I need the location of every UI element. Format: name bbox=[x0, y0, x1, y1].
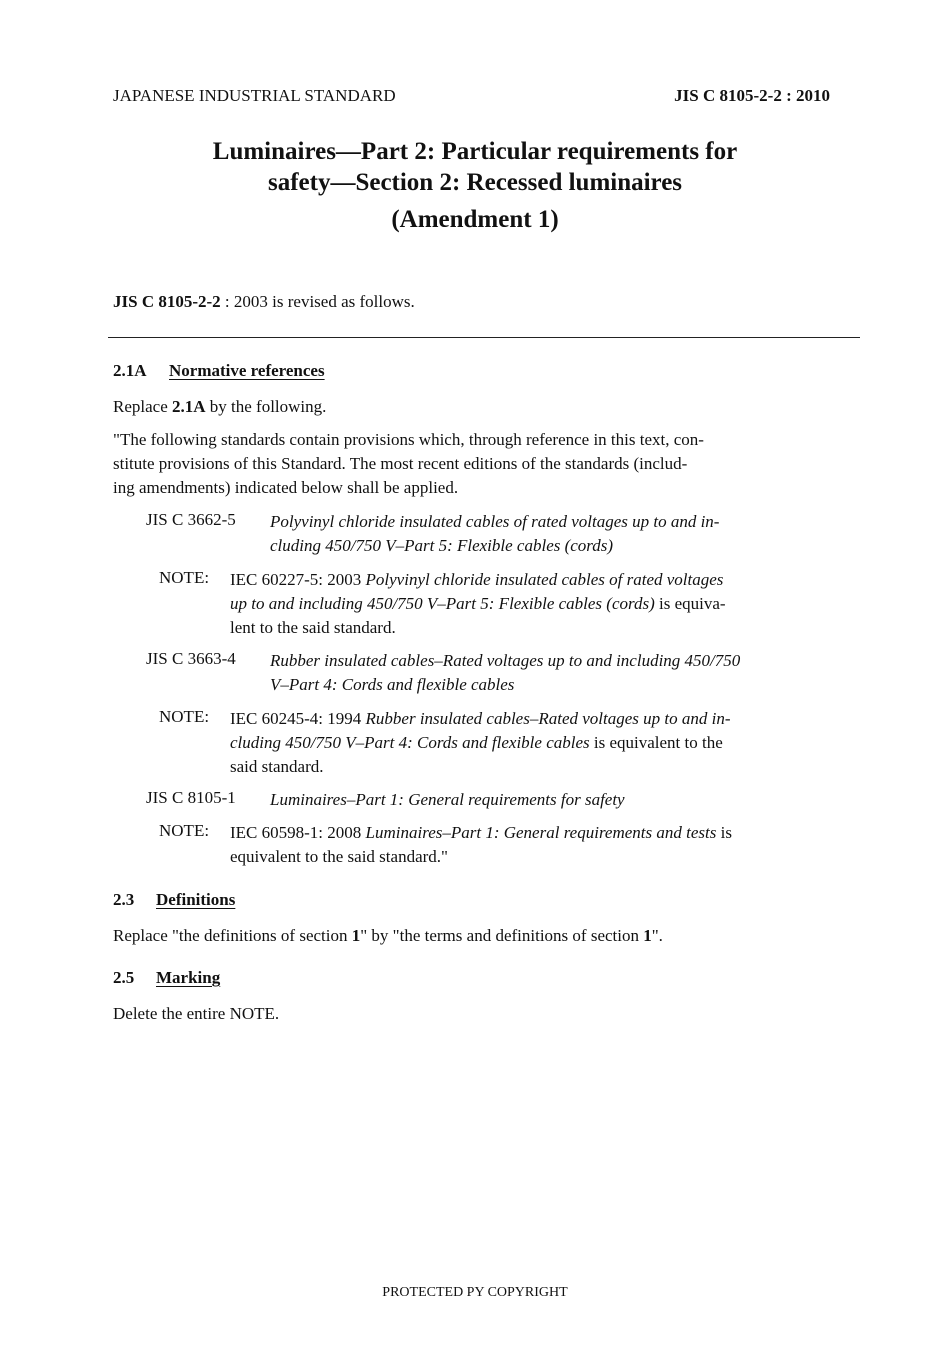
note-iec-ref: IEC 60245-4: 1994 bbox=[230, 709, 366, 728]
section-number: 2.1A bbox=[113, 361, 147, 380]
intro-line: stitute provisions of this Standard. The most recent editions of the standards (includ- bbox=[113, 454, 688, 473]
note-line: said standard. bbox=[230, 757, 324, 776]
title-line-1: Luminaires—Part 2: Particular requirements for bbox=[212, 138, 738, 165]
standard-type-header: JAPANESE INDUSTRIAL STANDARD bbox=[113, 86, 396, 105]
intro-line: "The following standards contain provisions which, through reference in this text, con- bbox=[113, 430, 704, 449]
section-heading-marking bbox=[113, 968, 220, 988]
section-heading-definitions bbox=[113, 890, 235, 910]
standard-number-header: JIS C 8105-2-2 : 2010 bbox=[674, 86, 830, 105]
note-text: is equiva- bbox=[654, 594, 726, 613]
reference-title-line: Rubber insulated cables–Rated voltages up to and including 450/750 bbox=[270, 651, 741, 670]
reference-code: JIS C 8105-1 bbox=[146, 788, 236, 807]
document-title bbox=[0, 136, 950, 198]
note-line: lent to the said standard. bbox=[230, 618, 396, 637]
note-iec-title: cluding 450/750 V–Part 4: Cords and flexible cables bbox=[230, 733, 590, 752]
replace-ref: 2.1A bbox=[172, 397, 206, 416]
reference-title-line: Luminaires–Part 1: General requirements for safety bbox=[270, 790, 625, 809]
note-body bbox=[230, 821, 840, 869]
amendment-label: (Amendment 1) bbox=[391, 206, 559, 233]
note-body bbox=[230, 707, 840, 779]
reference-title-line: cluding 450/750 V–Part 5: Flexible cables (cords) bbox=[270, 536, 614, 555]
revision-statement bbox=[113, 292, 415, 312]
section-number: 2.3 bbox=[113, 890, 135, 909]
note-iec-ref: IEC 60227-5: 2003 bbox=[230, 570, 366, 589]
note-line bbox=[230, 592, 840, 616]
note-line bbox=[230, 568, 840, 592]
copyright-footer: PROTECTED PY COPYRIGHT bbox=[382, 1285, 568, 1300]
normative-intro bbox=[113, 428, 839, 500]
section-title: Definitions bbox=[156, 890, 236, 909]
replace-instruction bbox=[113, 395, 839, 419]
note-iec-ref: IEC 60598-1: 2008 bbox=[230, 823, 366, 842]
note-line bbox=[230, 731, 840, 755]
replace-text: Replace bbox=[113, 397, 172, 416]
note-label: NOTE: bbox=[159, 568, 210, 587]
title-line-2: safety—Section 2: Recessed luminaires bbox=[267, 169, 683, 196]
definitions-text-part: " by "the terms and definitions of section bbox=[360, 926, 644, 945]
reference-title bbox=[270, 510, 840, 558]
note-iec-title: up to and including 450/750 V–Part 5: Flexible cables (cords) bbox=[230, 594, 655, 613]
replace-text-end: by the following. bbox=[205, 397, 327, 416]
note-iec-title: Luminaires–Part 1: General requirements and tests bbox=[365, 823, 717, 842]
section-heading-normative-references bbox=[113, 361, 325, 381]
note-line: equivalent to the said standard." bbox=[230, 847, 448, 866]
section-ref: 1 bbox=[643, 926, 652, 945]
reference-title-line: V–Part 4: Cords and flexible cables bbox=[270, 675, 515, 694]
section-title: Marking bbox=[156, 968, 221, 987]
reference-code: JIS C 3662-5 bbox=[146, 510, 236, 529]
section-title: Normative references bbox=[169, 361, 325, 380]
definitions-text bbox=[113, 924, 839, 948]
definitions-text-part: Replace "the definitions of section bbox=[113, 926, 352, 945]
marking-text: Delete the entire NOTE. bbox=[113, 1004, 280, 1023]
reference-code: JIS C 3663-4 bbox=[146, 649, 236, 668]
definitions-text-part: ". bbox=[651, 926, 663, 945]
reference-title-line: Polyvinyl chloride insulated cables of rated voltages up to and in- bbox=[270, 512, 720, 531]
note-text: is bbox=[716, 823, 732, 842]
note-text: is equivalent to the bbox=[589, 733, 723, 752]
note-iec-title: Polyvinyl chloride insulated cables of rated voltages bbox=[365, 570, 724, 589]
reference-title bbox=[270, 788, 840, 812]
note-label: NOTE: bbox=[159, 821, 210, 840]
revised-standard-code: JIS C 8105-2-2 bbox=[113, 292, 221, 311]
note-body bbox=[230, 568, 840, 640]
note-label: NOTE: bbox=[159, 707, 210, 726]
intro-line: ing amendments) indicated below shall be applied. bbox=[113, 478, 459, 497]
note-line bbox=[230, 707, 840, 731]
note-line bbox=[230, 821, 840, 845]
section-ref: 1 bbox=[351, 926, 361, 945]
note-iec-title: Rubber insulated cables–Rated voltages up to and in- bbox=[365, 709, 731, 728]
section-number: 2.5 bbox=[113, 968, 135, 987]
horizontal-rule bbox=[108, 337, 860, 338]
reference-title bbox=[270, 649, 840, 697]
revised-text: : 2003 is revised as follows. bbox=[220, 292, 415, 311]
